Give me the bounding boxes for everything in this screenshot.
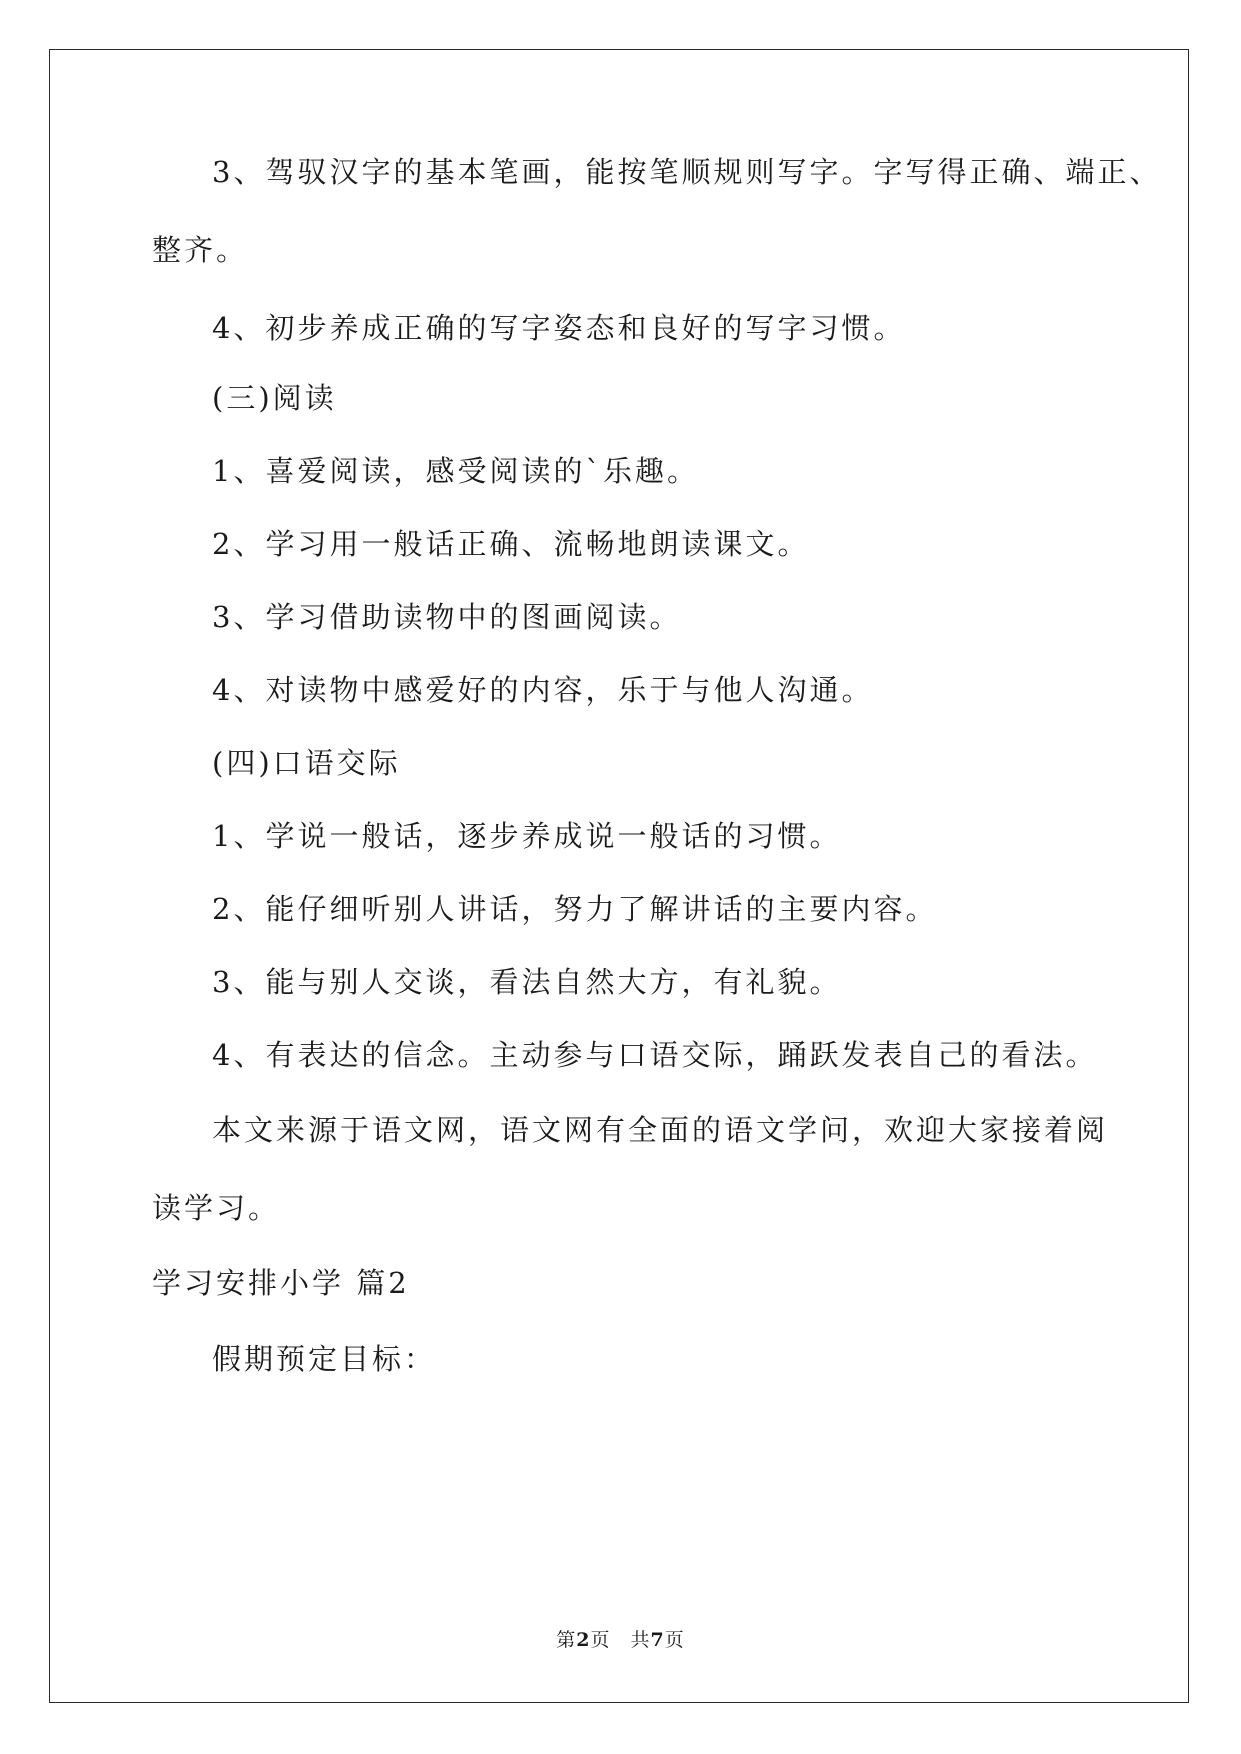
- page-border: [49, 49, 1189, 1703]
- paragraph-writing-3-cont: 整齐。: [152, 233, 249, 267]
- paragraph-source-cont: 读学习。: [152, 1191, 281, 1225]
- footer-middle: 页 共: [590, 1629, 651, 1651]
- footer-total-pages: 7: [650, 1629, 665, 1651]
- section-heading-oral: (四)口语交际: [212, 746, 401, 780]
- paragraph-writing-3: 3、驾驭汉字的基本笔画，能按笔顺规则写字。字写得正确、端正、: [212, 155, 1162, 189]
- page-footer: [0, 1628, 1241, 1652]
- paragraph-reading-4: 4、对读物中感爱好的内容，乐于与他人沟通。: [212, 673, 874, 707]
- paragraph-reading-3: 3、学习借助读物中的图画阅读。: [212, 600, 682, 634]
- article-heading-part2: 学习安排小学 篇2: [152, 1266, 410, 1300]
- paragraph-oral-3: 3、能与别人交谈，看法自然大方，有礼貌。: [212, 965, 842, 999]
- paragraph-source: 本文来源于语文网，语文网有全面的语文学问，欢迎大家接着阅: [212, 1113, 1109, 1147]
- paragraph-holiday-goal: 假期预定目标：: [212, 1342, 437, 1376]
- footer-suffix: 页: [664, 1629, 685, 1651]
- paragraph-writing-4: 4、初步养成正确的写字姿态和良好的写字习惯。: [212, 311, 906, 345]
- paragraph-reading-2: 2、学习用一般话正确、流畅地朗读课文。: [212, 527, 810, 561]
- paragraph-reading-1: 1、喜爱阅读，感受阅读的`乐趣。: [212, 454, 699, 488]
- section-heading-reading: (三)阅读: [212, 381, 337, 415]
- footer-prefix: 第: [556, 1629, 577, 1651]
- paragraph-oral-2: 2、能仔细听别人讲话，努力了解讲话的主要内容。: [212, 892, 938, 926]
- paragraph-oral-1: 1、学说一般话，逐步养成说一般话的习惯。: [212, 819, 842, 853]
- footer-page-number: 2: [576, 1629, 591, 1651]
- paragraph-oral-4: 4、有表达的信念。主动参与口语交际，踊跃发表自己的看法。: [212, 1038, 1098, 1072]
